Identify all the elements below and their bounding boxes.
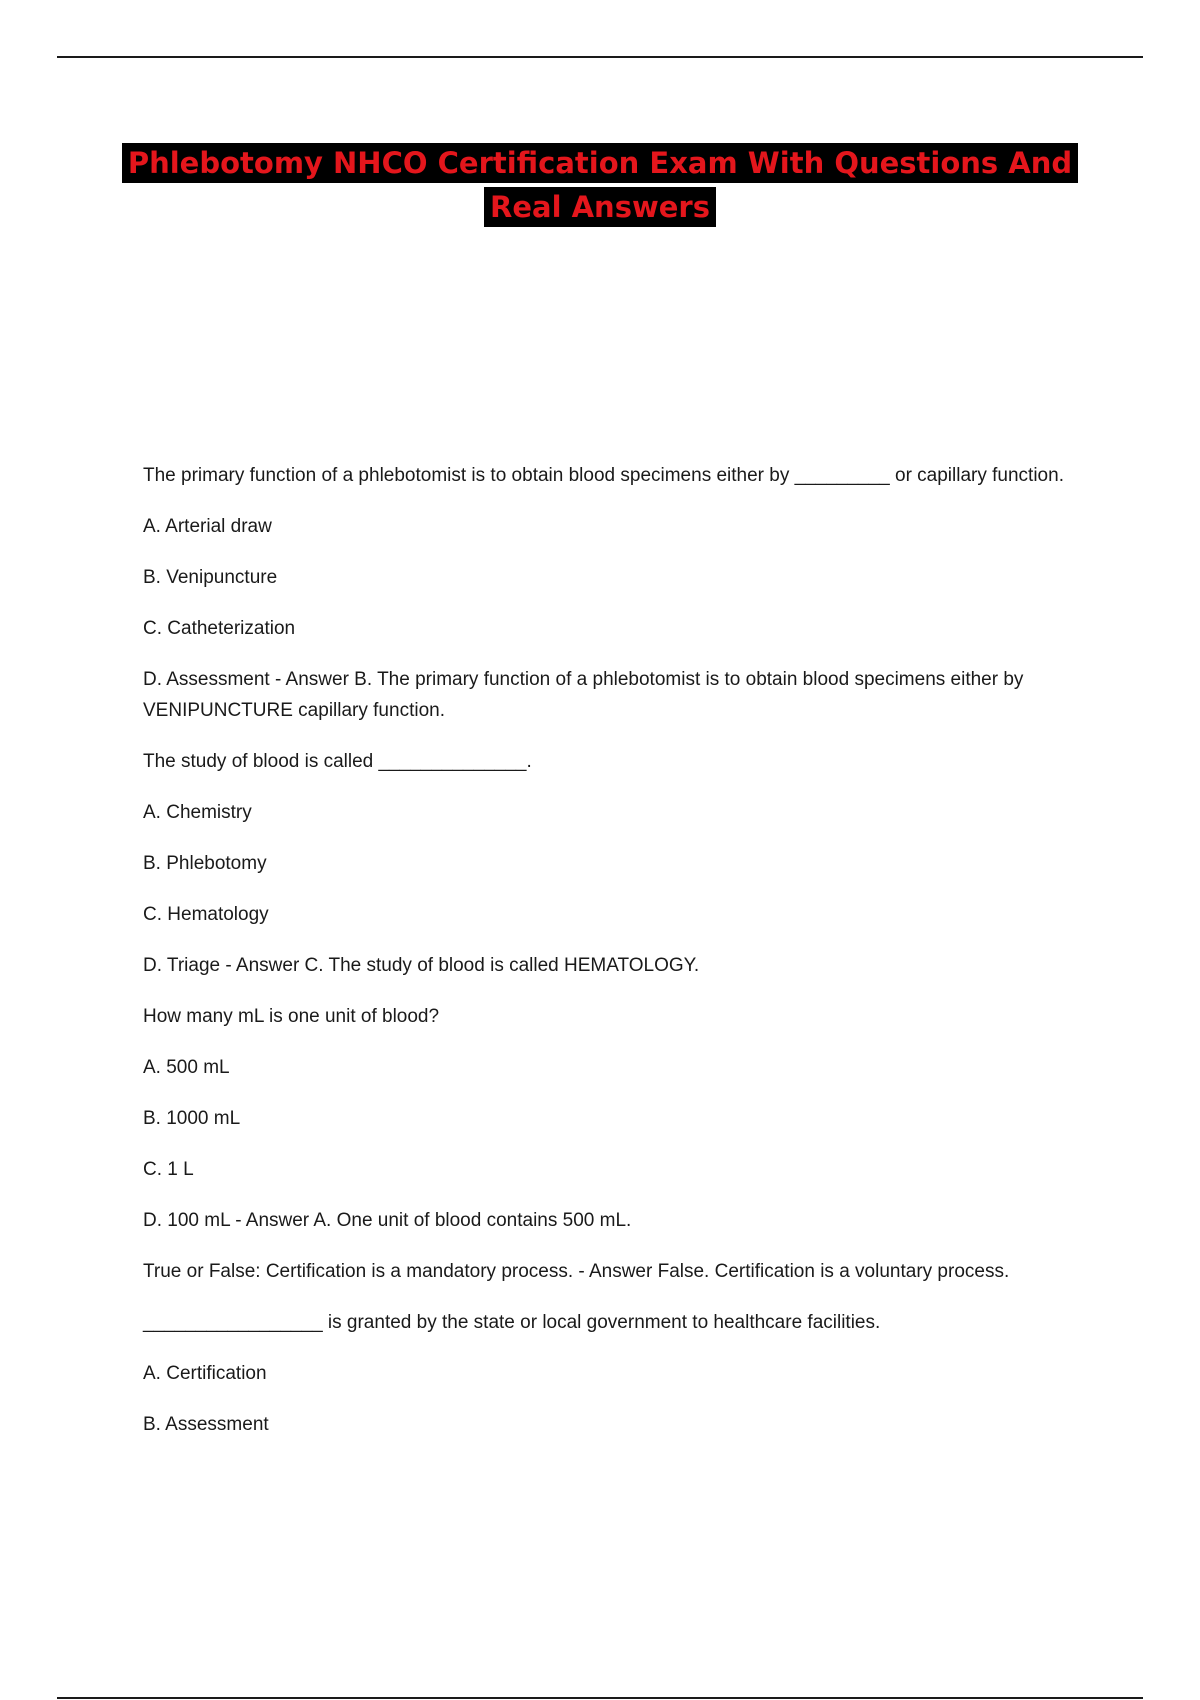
question-4-true-false-answer: True or False: Certification is a mandatory process. - Answer False. Certification is a voluntary process. (143, 1261, 1010, 1282)
question-1-option-c: C. Catheterization (143, 618, 296, 639)
title-line-2: Real Answers (484, 187, 716, 227)
question-3-option-b: B. 1000 mL (143, 1108, 241, 1129)
question-1-option-d-answer: D. Assessment - Answer B. The primary function of a phlebotomist is to obtain blood specimens either by VENIPUNCTURE capillary function. (143, 669, 1024, 721)
question-1-option-a: A. Arterial draw (143, 516, 272, 537)
question-1-option-b: B. Venipuncture (143, 567, 278, 588)
question-5-option-a: A. Certification (143, 1363, 267, 1384)
question-2-option-c: C. Hematology (143, 904, 269, 925)
footer-rule (57, 1697, 1143, 1699)
question-2-option-d-answer: D. Triage - Answer C. The study of blood is called HEMATOLOGY. (143, 955, 700, 976)
question-2-option-a: A. Chemistry (143, 802, 252, 823)
question-3-option-c: C. 1 L (143, 1159, 194, 1180)
question-5-text: _________________ is granted by the state or local government to healthcare facilities. (143, 1312, 881, 1333)
title-line-1: Phlebotomy NHCO Certification Exam With Questions And (122, 143, 1078, 183)
question-1-text: The primary function of a phlebotomist is to obtain blood specimens either by _________ or capillary function. (143, 465, 1064, 486)
question-3-option-d-answer: D. 100 mL - Answer A. One unit of blood contains 500 mL. (143, 1210, 632, 1231)
document-body (143, 460, 1103, 1460)
question-2-option-b: B. Phlebotomy (143, 853, 267, 874)
question-3-text: How many mL is one unit of blood? (143, 1006, 440, 1027)
document-title (0, 143, 1200, 227)
header-rule (57, 56, 1143, 58)
question-3-option-a: A. 500 mL (143, 1057, 230, 1078)
question-2-text: The study of blood is called ______________. (143, 751, 532, 772)
question-5-option-b: B. Assessment (143, 1414, 269, 1435)
